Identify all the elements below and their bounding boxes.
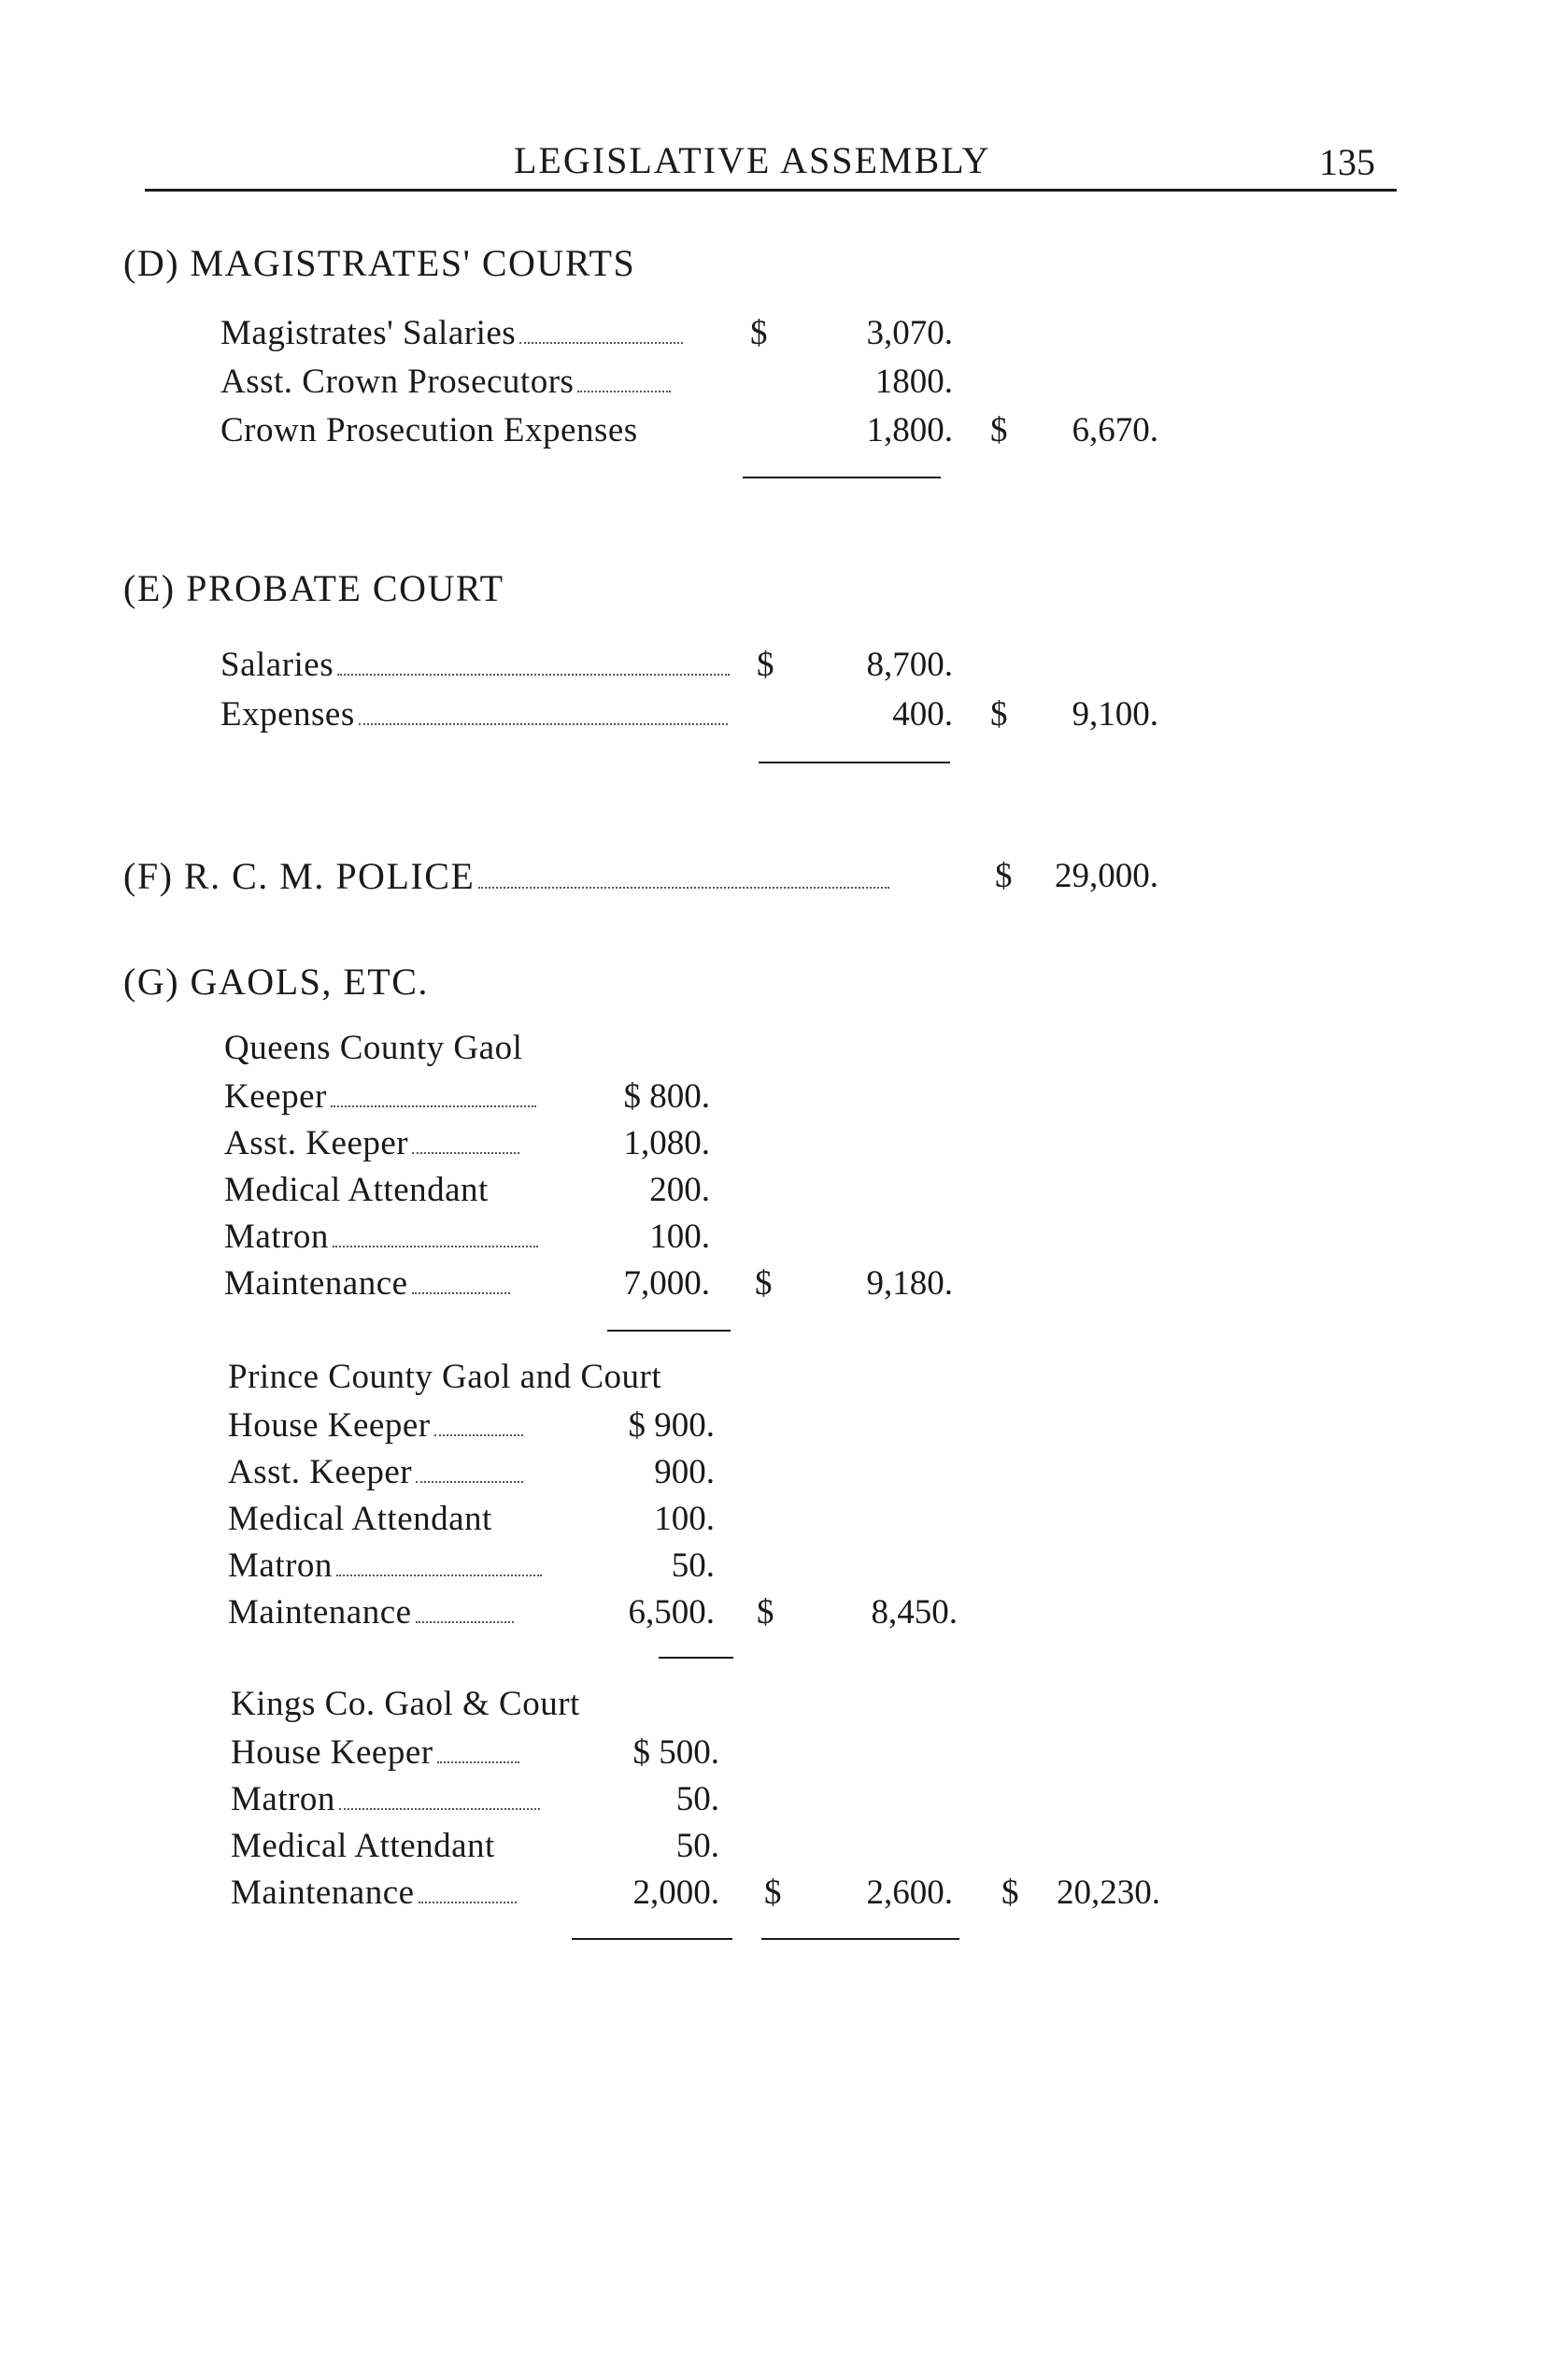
gaol-subtotal: 2,600.	[866, 1874, 953, 1912]
gaol-subtotal: 8,450.	[871, 1593, 958, 1632]
gaol-subtotal-dollar: $	[755, 1264, 773, 1303]
gaol-row-label: Medical Attendant	[228, 1500, 492, 1538]
gaol-rule	[607, 1330, 731, 1332]
gaol-subtotal-dollar: $	[757, 1593, 774, 1632]
gaol-row-amount: 100.	[649, 1218, 710, 1256]
header-rule	[145, 189, 1397, 192]
gaol-row-amount: 1,080.	[623, 1124, 710, 1162]
gaol-row-amount: 6,500.	[628, 1593, 715, 1632]
section-g-total: 20,230.	[1057, 1874, 1160, 1912]
gaol-row-amount: 50.	[675, 1827, 719, 1865]
section-e-total: 9,100.	[1072, 695, 1158, 734]
gaol-row-label: Maintenance	[231, 1873, 517, 1913]
gaol-row-label: House Keeper	[228, 1405, 523, 1446]
gaol-row-amount: $ 500.	[632, 1733, 719, 1772]
gaol-name: Queens County Gaol	[224, 1029, 523, 1067]
section-g-total-dollar: $	[1001, 1874, 1019, 1912]
section-d-row-label: Asst. Crown Prosecutors	[220, 362, 671, 402]
gaol-row-label: Asst. Keeper	[228, 1452, 523, 1492]
gaol-row-amount: 50.	[675, 1780, 719, 1818]
page-number: 135	[1319, 141, 1375, 183]
gaol-rule	[761, 1938, 959, 1940]
gaol-row-amount: 100.	[654, 1500, 715, 1538]
section-d-total-dollar: $	[990, 411, 1008, 449]
section-e-row-amount: 8,700.	[866, 646, 953, 684]
section-d-rule	[743, 477, 941, 478]
section-d-row-amount: 3,070.	[866, 314, 953, 352]
section-e-total-dollar: $	[990, 695, 1008, 734]
section-e-row-dollar: $	[757, 646, 774, 684]
gaol-row-label: Medical Attendant	[231, 1827, 495, 1865]
gaol-rule	[572, 1938, 732, 1940]
section-f-total: 29,000.	[1055, 857, 1158, 895]
page-header-title: LEGISLATIVE ASSEMBLY	[514, 139, 991, 181]
gaol-name: Kings Co. Gaol & Court	[231, 1685, 580, 1723]
section-e-row-label: Salaries	[220, 645, 730, 685]
gaol-row-amount: $ 900.	[628, 1406, 715, 1445]
gaol-subtotal: 9,180.	[866, 1264, 953, 1303]
gaol-row-label: Medical Attendant	[224, 1171, 489, 1209]
gaol-row-label: Maintenance	[224, 1263, 510, 1304]
gaol-subtotal-dollar: $	[764, 1874, 782, 1912]
section-d-row-label: Crown Prosecution Expenses	[220, 411, 638, 449]
gaol-row-label: Matron	[231, 1779, 540, 1819]
section-d-row-label: Magistrates' Salaries	[220, 313, 683, 353]
gaol-row-label: Matron	[224, 1217, 538, 1257]
gaol-row-amount: 900.	[654, 1453, 715, 1491]
gaol-row-amount: 2,000.	[632, 1874, 719, 1912]
section-d-title: (D) MAGISTRATES' COURTS	[123, 242, 636, 284]
section-f-total-dollar: $	[995, 857, 1013, 895]
gaol-row-label: House Keeper	[231, 1732, 519, 1773]
section-e-row-label: Expenses	[220, 694, 728, 734]
section-d-row-amount: 1800.	[874, 363, 953, 401]
gaol-row-amount: 200.	[649, 1171, 710, 1209]
section-g-title: (G) GAOLS, ETC.	[123, 961, 429, 1003]
section-d-row-dollar: $	[750, 314, 768, 352]
section-f-title: (F) R. C. M. POLICE	[123, 854, 889, 898]
section-e-row-amount: 400.	[892, 695, 953, 734]
section-e-rule	[759, 762, 950, 763]
gaol-row-amount: 7,000.	[623, 1264, 710, 1303]
gaol-row-label: Matron	[228, 1546, 542, 1586]
gaol-row-amount: 50.	[671, 1546, 715, 1585]
gaol-row-label: Asst. Keeper	[224, 1123, 519, 1163]
section-e-title: (E) PROBATE COURT	[123, 567, 504, 609]
gaol-row-label: Keeper	[224, 1076, 536, 1117]
gaol-rule	[659, 1657, 733, 1659]
gaol-row-label: Maintenance	[228, 1592, 514, 1632]
section-d-total: 6,670.	[1072, 411, 1158, 449]
gaol-name: Prince County Gaol and Court	[228, 1358, 662, 1396]
gaol-row-amount: $ 800.	[623, 1077, 710, 1116]
section-d-row-amount: 1,800.	[866, 411, 953, 449]
